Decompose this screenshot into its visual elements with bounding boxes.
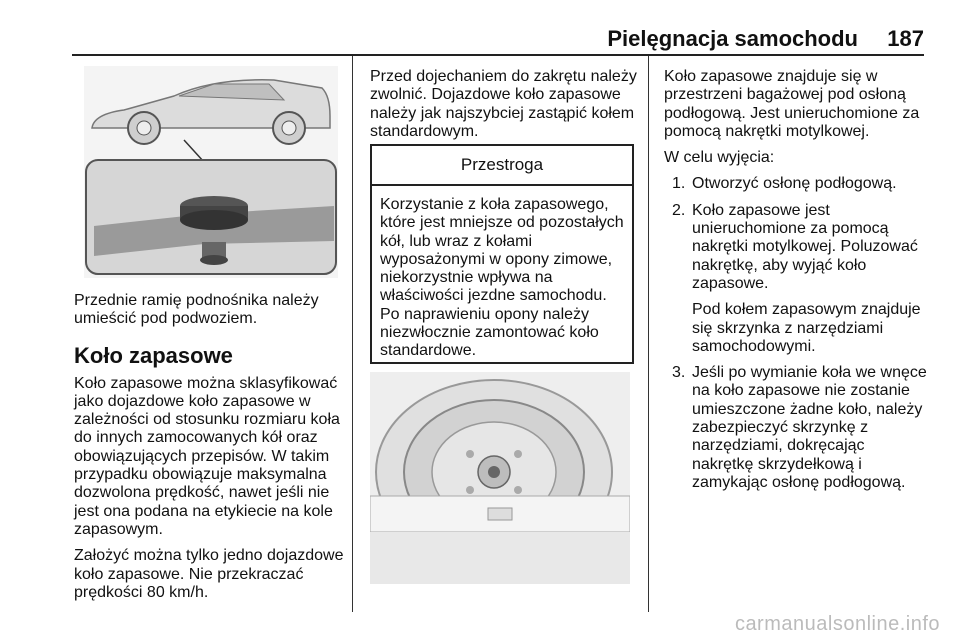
page-number: 187 xyxy=(887,26,924,51)
body-paragraph: Koło zapasowe można sklasyfikować jako dojazdowe koło zapasowe w zależności od stosunku rozmiaru koła do innych zamocowanych kół oraz obowiązujących przepisów. W takim przypadku obowiązuje maksymalna dozwolona prędkość, nawet jeśli nie jest ona podana na etykiecie na kole zapasowym. xyxy=(74,374,340,538)
column-divider-2 xyxy=(648,56,649,612)
spare-wheel-illustration xyxy=(370,372,630,584)
steps-list xyxy=(664,175,930,492)
section-title: Pielęgnacja samochodu xyxy=(607,26,858,51)
list-item xyxy=(664,175,930,193)
step-number: 2. xyxy=(672,201,686,219)
step-number: 3. xyxy=(672,364,686,382)
illustration-caption: Przednie ramię podnośnika należy umieścić pod podwoziem. xyxy=(74,292,319,328)
jack-illustration xyxy=(84,66,338,278)
header-divider xyxy=(72,54,924,56)
step-text: Jeśli po wymianie koła we wnęce na koło zapasowe nie zostanie umieszczone żadne koło, należy zabezpieczyć skrzynkę z narzędziami, dokręcając nakrętkę skrzydełkową i zamykając osłonę podłogową. xyxy=(692,364,927,491)
body-paragraph: Koło zapasowe znajduje się w przestrzeni bagażowej pod osłoną podłogową. Jest unieruchomione za pomocą nakrętki motylkowej. xyxy=(664,68,920,140)
list-item xyxy=(664,364,930,492)
step-note: Pod kołem zapasowym znajduje się skrzynka z narzędziami samochodowymi. xyxy=(692,301,921,355)
warning-title: Przestroga xyxy=(372,146,632,186)
column-divider-1 xyxy=(352,56,353,612)
column-1 xyxy=(74,292,346,610)
step-text: Otworzyć osłonę podłogową. xyxy=(692,175,897,193)
list-item xyxy=(664,202,930,356)
body-paragraph: Przed dojechaniem do zakrętu należy zwolnić. Dojazdowe koło zapasowe należy jak najszybciej zastąpić kołem standardowym. xyxy=(370,68,637,140)
section-heading: Koło zapasowe xyxy=(74,342,233,368)
watermark: carmanualsonline.info xyxy=(734,613,940,635)
step-number: 1. xyxy=(672,175,686,193)
warning-box xyxy=(370,144,634,364)
warning-text: Korzystanie z koła zapasowego, które jest mniejsze od pozostałych kół, lub wraz z kołami wyposażonymi w opony zimowe, niekorzystnie wpływa na właściwości jezdne samochodu. Po naprawieniu opony należy niezwłocznie zamontować koło standardowe. xyxy=(380,196,624,360)
column-2 xyxy=(370,68,638,149)
step-text: Koło zapasowe jest unieruchomione za pomocą nakrętki motylkowej. Poluzować nakrętkę, aby wyjąć koło zapasowe. xyxy=(692,201,918,292)
column-3 xyxy=(664,68,930,500)
body-paragraph: W celu wyjęcia: xyxy=(664,149,775,167)
body-paragraph: Założyć można tylko jedno dojazdowe koło zapasowe. Nie przekraczać prędkości 80 km/h. xyxy=(74,547,344,601)
